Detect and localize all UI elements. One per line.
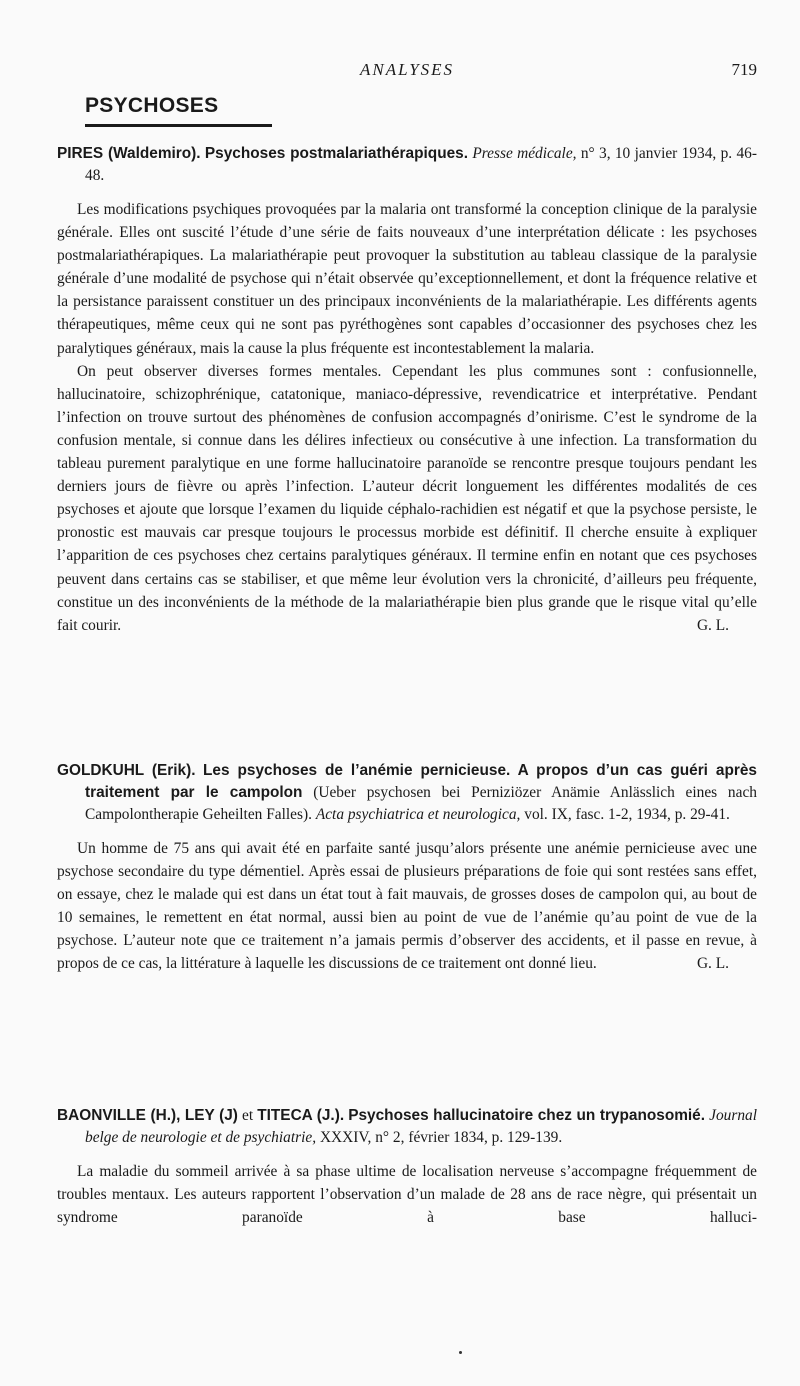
entry-paragraph: La maladie du sommeil arrivée à sa phase ultime de localisation nerveuse s’accompagne fréquemment de troubles mentaux. Les auteurs rapportent l’observation d’un malade de 28 ans de race nègre, qui présentait un syndrome paranoïde à base halluci- <box>57 1163 757 1227</box>
page-number: 719 <box>731 60 757 79</box>
entry-citation: vol. IX, fasc. 1-2, 1934, p. 29-41. <box>524 806 730 823</box>
review-entry <box>57 1105 757 1229</box>
entry-title: Psychoses hallucinatoire chez un trypanosomié. <box>348 1107 706 1124</box>
entry-paragraph <box>57 837 757 976</box>
entry-journal: Journal belge de neurologie et de psychiatrie, <box>85 1107 758 1146</box>
entry-heading <box>57 143 757 187</box>
entry-authors: GOLDKUHL (Erik). <box>57 762 196 779</box>
running-title: ANALYSES <box>359 60 455 79</box>
entry-title: Psychoses postmalariathérapiques. <box>204 145 468 162</box>
entry-paragraph <box>57 360 757 637</box>
review-entry <box>57 143 757 637</box>
entry-signature: G. L. <box>696 955 729 973</box>
entry-title: Les psychoses de l’anémie pernicieuse. A propos d’un cas guéri après traitement par le campolon <box>85 762 757 801</box>
entry-authors: TITECA (J.). <box>257 1107 345 1124</box>
entry-heading <box>57 760 757 826</box>
entry-authors: BAONVILLE (H.), LEY (J) <box>57 1107 238 1124</box>
entry-paragraph-text: Un homme de 75 ans qui avait été en parfaite santé jusqu’alors présente une anémie pernicieuse avec une psychose secondaire du type démentiel. Après essai de plusieurs préparations de foie qui sont restées sans effet, on essaye, chez le malade qui est dans un état tout à fait mauvais, de grosses doses de campolon qui, au bout de 10 semaines, le remettent en état normal, aussi bien au point de vue de l’anémie qu’au point de vue de la psychose. L’auteur note que ce traitement n’a jamais permis d’observer des accidents, et il passe en revue, à propos de ce cas, la littérature à laquelle les discussions de ce traitement ont donné lieu. <box>57 840 757 973</box>
entry-paragraph: Les modifications psychiques provoquées par la malaria ont transformé la conception clinique de la paralysie générale. Elles ont suscité l’étude d’une série de faits nouveaux d’une interprétation délicate : les psychoses postmalariathérapiques. La malariathérapie peut provoquer la substitution au tableau classique de la paralysie générale d’une modalité de psychose qui n’était observée qu’exceptionnellement, et dont la fréquence relative et la persistance paraissent constituer un des principaux inconvénients de la malariathérapie. Les différents agents thérapeutiques, même ceux qui ne sont pas pyréthogènes sont capables d’occasionner des psychoses chez les paralytiques généraux, mais la cause la plus fréquente est incontestablement la malaria. <box>57 201 757 357</box>
section-title: PSYCHOSES <box>85 94 219 117</box>
entry-journal: Acta psychiatrica et neurologica, <box>315 806 521 823</box>
entry-heading <box>57 1105 757 1149</box>
entry-signature: G. L. <box>696 616 729 634</box>
entry-authors: PIRES (Waldemiro). <box>57 145 201 162</box>
entry-original-title: (Ueber psychosen bei Perniziözer Anämie Anlässlich eines nach Campolontherapie Geheilten Falles). <box>85 784 757 823</box>
entry-journal: Presse médicale, <box>472 145 577 162</box>
entry-paragraph-text: On peut observer diverses formes mentales. Cependant les plus communes sont : confusionnelle, hallucinatoire, schizophrénique, catatonique, maniaco-dépressive, revendicatrice et interprétative. Pendant l’infection on trouve surtout des phénomènes de confusion accompagnés d’onirisme. C’est le syndrome de la confusion mentale, si connue dans les délires infectieux ou consécutive à une infection. La transformation du tableau purement paralytique en une forme hallucinatoire paranoïde se rencontre presque toujours pendant les derniers jours de fièvre ou après l’infection. L’auteur décrit longuement les différentes modalités de ces psychoses et ajoute que lorsque l’examen du liquide céphalo-rachidien est négatif et que la psychose persiste, le pronostic est mauvais car presque toujours le processus morbide est définitif. Il cherche ensuite à expliquer l’apparition de ces psychoses chez certains paralytiques généraux. Il termine enfin en notant que ces psychoses peuvent dans certains cas se stabiliser, et que même leur évolution vers la chronicité, d’ailleurs peu fréquente, constitue un des inconvénients de la méthode de la malariathérapie bien plus grande que le risque vital qu’elle fait courir. <box>57 362 757 634</box>
review-entry <box>57 760 757 976</box>
entry-citation: XXXIV, n° 2, février 1834, p. 129-139. <box>319 1129 563 1146</box>
section-underline <box>85 124 272 127</box>
running-head <box>57 60 757 82</box>
entry-authors-joiner: et <box>242 1107 254 1124</box>
print-speck <box>459 1351 462 1354</box>
entry-citation: n° 3, 10 janvier 1934, p. 46-48. <box>85 145 757 184</box>
